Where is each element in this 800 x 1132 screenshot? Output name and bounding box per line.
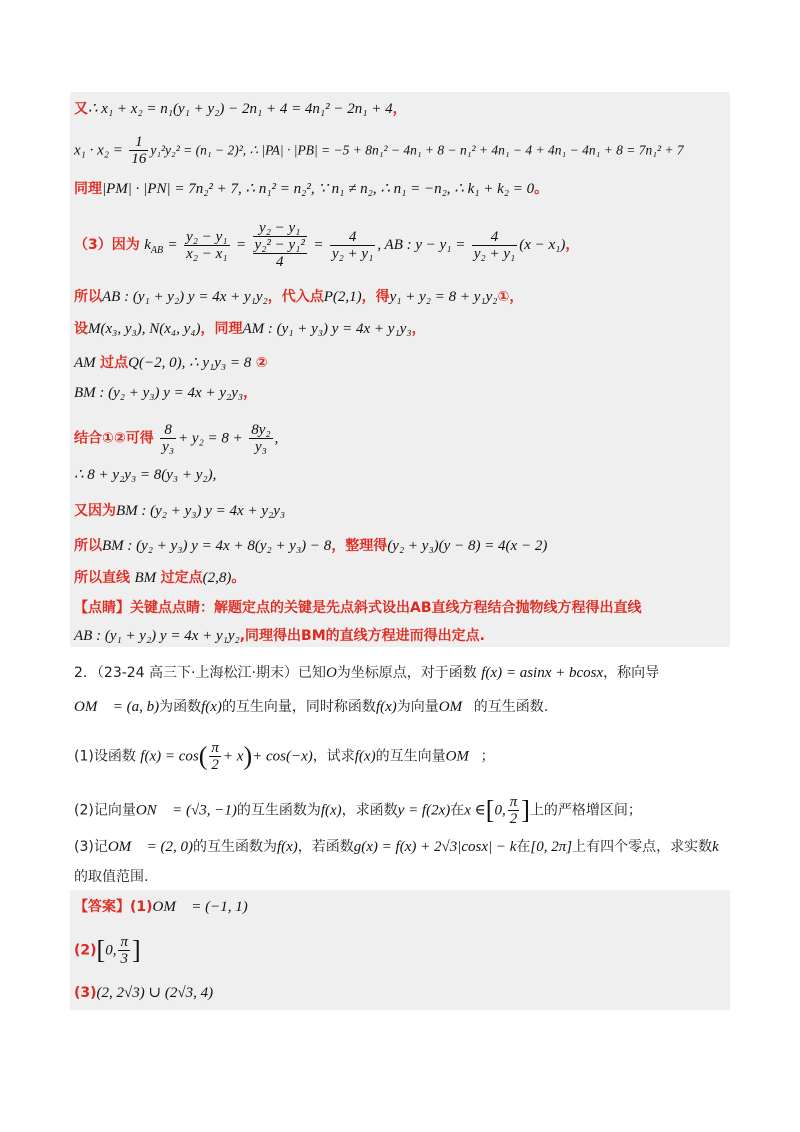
question-part-3: (3)记OM⃗ = (2, 0)的互生函数为f(x)，若函数g(x) = f(x) + 2√3|cosx| − k在[0, 2π]上有四个零点，求实数k (74, 839, 719, 855)
fraction: $\frac{4}{\text{y₂ + y₁}}$ (473, 228, 516, 262)
fraction: $\frac{\pi}{3}$ (120, 934, 128, 967)
fraction: y₂ − y₁ y₂² − y₁² 4 (254, 220, 305, 270)
question-part-3-cont: 的取值范围. (74, 869, 149, 885)
solution-line-12: 所以BM : (y₂ + y₃) y = 4x + 8(y₂ + y₃) − 8，整理得(y₂ + y₃)(y − 8) = 4(x − 2) (74, 538, 548, 554)
question-part-2: (2)记向量ON⃗ = (√3, −1)的互生函数为f(x)，求函数y = f(2x)在x ∈[0, $\frac{\pi}{2}$ ]上的严格增区间； (74, 794, 642, 827)
fraction: $\frac{1}{16}$ (131, 134, 147, 167)
solution-line-4: （3）因为 $k_{AB}$ = $\frac{\text{y₂ − y₁}}{\text{x₂ − x₁}}$ = y₂ − y₁ y₂² − y₁² 4 = $\frac{4}{\text{y₂ + y₁}}$ , AB : y − y₁ = $\frac{4}{\text{y₂ + y₁}}$ (x − x₁)， (74, 220, 580, 270)
answer-line-1: 【答案】(1)OM⃗ = (−1, 1) (74, 899, 248, 915)
solution-line-3: 同理|PM| · |PN| = 7n₂² + 7, ∴ n₁² = n₂², ∵ n₁ ≠ n₂, ∴ n₁ = −n₂, ∴ k₁ + k₂ = 0。 (74, 181, 549, 197)
fraction: $\frac{\text{8y₂}}{\text{y₃}}$ (251, 422, 271, 455)
comment-line-2: AB : (y₁ + y₂) y = 4x + y₁y₂,同理得出BM的直线方程进而得出定点. (74, 628, 485, 644)
fraction: $\frac{4}{\text{y₂ + y₁}}$ (331, 228, 374, 262)
fraction: $\frac{\text{y₂ − y₁}}{\text{x₂ − x₁}}$ (186, 228, 228, 262)
question-line-1: 2．（23-24 高三下·上海松江·期末）已知O为坐标原点，对于函数 f(x) = asinx + bcosx，称向导 (74, 665, 660, 681)
solution-line-9: 结合①②可得 $\frac{8}{\text{y₃}}$ + y₂ = 8 + $\frac{\text{8y₂}}{\text{y₃}}$ , (74, 422, 279, 455)
solution-line-13: 所以直线 BM 过定点(2,8)。 (74, 570, 246, 586)
solution-line-11: 又因为BM : (y₂ + y₃) y = 4x + y₂y₃ (74, 503, 286, 519)
solution-line-6: 设M(x₃, y₃), N(x₄, y₄)，同理AM : (y₁ + y₃) y = 4x + y₁y₃， (74, 321, 426, 337)
answer-line-2: (2)[0, $\frac{\pi}{3}$ ] (74, 934, 141, 967)
comment-line-1: 【点睛】关键点点睛：解题定点的关键是先点斜式设出AB直线方程结合抛物线方程得出直线 (74, 600, 642, 616)
solution-line-5: 所以AB : (y₁ + y₂) y = 4x + y₁y₂，代入点P(2,1)，得y₁ + y₂ = 8 + y₁y₂①， (74, 289, 524, 305)
question-part-1: (1)设函数 f(x) = cos( $\frac{\pi}{2}$ + x)+ cos(−x)，试求f(x)的互生向量OM⃗； (74, 740, 495, 773)
fraction: $\frac{\pi}{2}$ (211, 740, 219, 773)
solution-line-10: ∴ 8 + y₂y₃ = 8(y₃ + y₂), (74, 467, 217, 483)
solution-line-2: x₁ · x₂ = $\frac{1}{16}$ y₁²y₂² = (n₁ − 2)², ∴ |PA| · |PB| = −5 + 8n₁² − 4n₁ + 8 − n₁² + 4n₁ − 4 + 4n₁ − 4n₁ + 8 = 7n₁² + 7 (74, 134, 684, 167)
question-line-2: OM⃗ = (a, b)为函数f(x)的互生向量，同时称函数f(x)为向量OM⃗的互生函数. (74, 699, 549, 715)
solution-line-8: BM : (y₂ + y₃) y = 4x + y₂y₃， (74, 385, 258, 401)
answer-line-3: (3)(2, 2√3) ∪ (2√3, 4) (74, 985, 214, 1001)
fraction: $\frac{\pi}{2}$ (509, 794, 518, 827)
fraction: $\frac{8}{\text{y₃}}$ (162, 422, 175, 455)
solution-line-1: 又∴ x₁ + x₂ = n₁(y₁ + y₂) − 2n₁ + 4 = 4n₁² − 2n₁ + 4， (74, 101, 407, 117)
solution-line-7: AM 过点Q(−2, 0), ∴ y₁y₃ = 8 ② (74, 355, 268, 371)
